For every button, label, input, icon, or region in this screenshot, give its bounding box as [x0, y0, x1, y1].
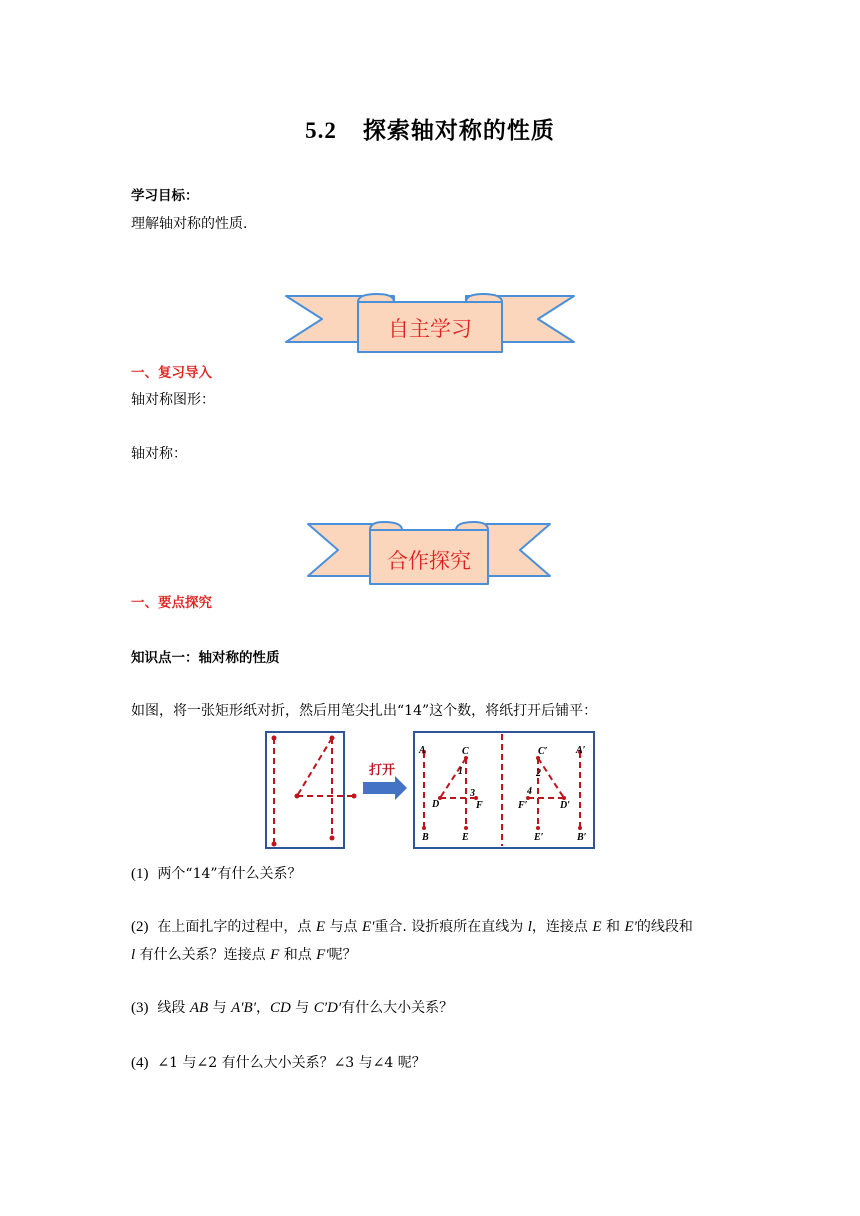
label-angle-1: 1 — [458, 766, 463, 777]
label-D: D — [432, 799, 440, 810]
label-E-prime: E′ — [534, 832, 544, 843]
banner-label: 自主学习 — [388, 317, 472, 341]
question-2-line-1: (2) 在上面扎字的过程中，点 E 与点 E′重合. 设折痕所在直线为 l，连接点 E 和 E′的线段和 — [131, 919, 693, 935]
review-line-axis-figure: 轴对称图形： — [131, 392, 215, 408]
ribbon-left-fold — [370, 522, 402, 530]
label-E: E — [462, 832, 469, 843]
open-arrow-icon — [363, 776, 407, 800]
intro-text: 如图，将一张矩形纸对折，然后用笔尖扎出“14”这个数，将纸打开后铺平： — [131, 703, 598, 719]
page-title — [0, 112, 860, 145]
right-14-strokes — [424, 734, 580, 846]
question-4: (4) ∠1 与∠2 有什么大小关系？∠3 与∠4 呢？ — [131, 1055, 426, 1071]
label-B-prime: B′ — [577, 832, 587, 843]
label-F: F — [476, 800, 483, 811]
arrow-label: 打开 — [368, 763, 396, 778]
label-D-prime: D′ — [560, 800, 571, 811]
question-1: (1) 两个“14”有什么关系？ — [131, 866, 302, 882]
review-line-axis-symmetry: 轴对称： — [131, 446, 187, 462]
explore-heading: 一、要点探究 — [131, 595, 212, 611]
objectives-text: 理解轴对称的性质. — [131, 216, 248, 232]
label-C: C — [462, 746, 469, 757]
ribbon-left-tail — [308, 524, 372, 576]
banner-label: 合作探究 — [387, 549, 471, 573]
folding-figure — [262, 728, 598, 854]
label-A: A — [419, 745, 426, 756]
right-panel-frame — [414, 732, 594, 848]
objectives-heading: 学习目标： — [131, 188, 199, 204]
ribbon-left-fold — [358, 294, 394, 302]
ribbon-right-fold — [456, 522, 488, 530]
question-3: (3) 线段 AB 与 A′B′，CD 与 C′D′有什么大小关系？ — [131, 1000, 454, 1016]
knowledge-heading: 知识点一：轴对称的性质 — [131, 650, 280, 666]
section-number: 5.2 — [305, 118, 337, 143]
label-F-prime: F′ — [518, 800, 528, 811]
review-heading: 一、复习导入 — [131, 365, 212, 381]
ribbon-banner-self-study — [282, 292, 578, 356]
label-A-prime: A′ — [576, 745, 586, 756]
left-14-strokes — [274, 738, 354, 844]
label-angle-2: 2 — [536, 768, 541, 779]
label-C-prime: C′ — [538, 746, 548, 757]
label-angle-3: 3 — [470, 788, 475, 799]
label-B: B — [422, 832, 429, 843]
question-2-line-2: l 有什么关系？连接点 F 和点 F′呢？ — [131, 947, 357, 963]
ribbon-right-tail — [486, 524, 550, 576]
section-title: 探索轴对称的性质 — [362, 118, 555, 143]
ribbon-banner-cooperative — [304, 520, 554, 588]
ribbon-right-fold — [466, 294, 502, 302]
label-angle-4: 4 — [527, 786, 532, 797]
